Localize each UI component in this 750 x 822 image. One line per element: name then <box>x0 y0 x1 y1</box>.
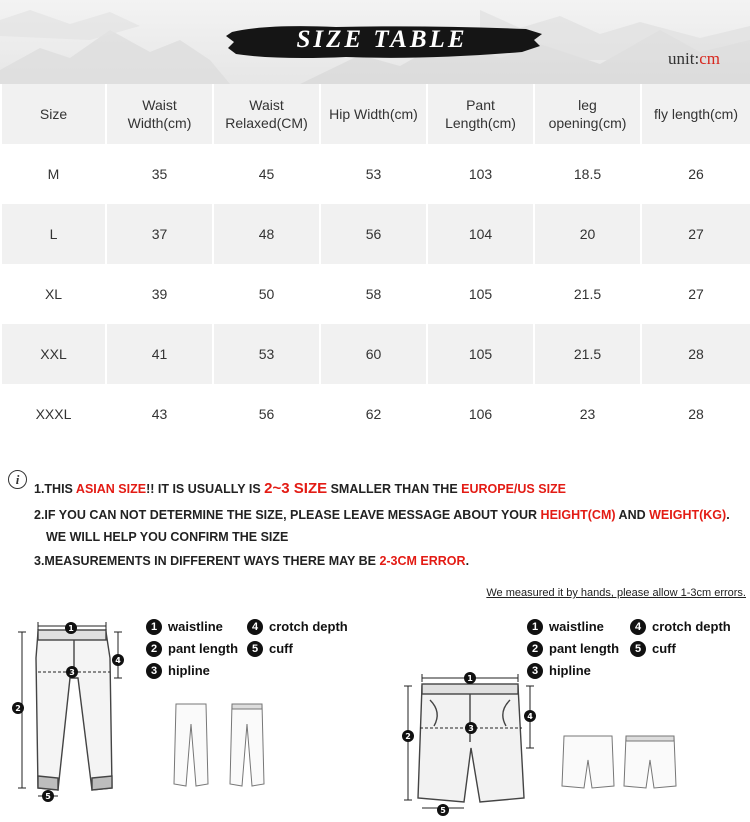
pants-measurement-diagram <box>8 618 138 808</box>
shorts-thumbnails <box>560 730 680 792</box>
cell-leg-opening: 20 <box>535 204 640 264</box>
legend-waistline-shorts: 1 waistline <box>527 618 604 635</box>
svg-text:1: 1 <box>467 674 473 683</box>
cell-hip-width: 53 <box>365 166 382 182</box>
column-header-waist-relaxed: Waist Relaxed(CM) <box>214 84 319 144</box>
cell-size: M <box>47 166 60 182</box>
table-header-row <box>2 84 750 144</box>
cell-leg-opening: 21.5 <box>535 324 640 384</box>
column-header-fly-length: fly length(cm) <box>642 84 750 144</box>
table-row <box>2 384 750 444</box>
cell-waist-relaxed: 45 <box>258 166 275 182</box>
cell-waist-relaxed: 48 <box>214 204 319 264</box>
column-header-size: Size <box>2 84 105 144</box>
svg-text:3: 3 <box>468 724 474 733</box>
svg-text:2: 2 <box>405 732 411 741</box>
size-table <box>0 84 750 444</box>
cell-pant-length: 104 <box>428 204 533 264</box>
cell-waist-relaxed: 53 <box>214 324 319 384</box>
legend-hipline-shorts: 3 hipline <box>527 662 591 679</box>
cell-hip-width: 60 <box>321 324 426 384</box>
note-2-continued: WE WILL HELP YOU CONFIRM THE SIZE <box>46 530 289 544</box>
svg-text:5: 5 <box>45 792 51 801</box>
cell-leg-opening: 18.5 <box>573 166 602 182</box>
svg-text:2: 2 <box>15 704 21 713</box>
shorts-measurement-diagram <box>398 672 548 818</box>
cell-fly-length: 28 <box>688 406 704 422</box>
cell-leg-opening: 23 <box>579 406 596 422</box>
cell-hip-width: 58 <box>365 286 382 302</box>
svg-text:4: 4 <box>527 712 533 721</box>
table-row <box>2 324 750 384</box>
pants-thumbnails <box>170 700 280 790</box>
cell-pant-length: 106 <box>468 406 493 422</box>
info-icon: i <box>8 470 27 489</box>
legend-waistline: 1 waistline <box>146 618 223 635</box>
svg-text:5: 5 <box>440 806 446 815</box>
legend-pant-length-shorts: 2 pant length <box>527 640 619 657</box>
table-row <box>2 264 750 324</box>
cell-waist-relaxed: 56 <box>258 406 275 422</box>
cell-pant-length: 103 <box>468 166 493 182</box>
table-row <box>2 144 750 204</box>
svg-text:4: 4 <box>115 656 121 665</box>
cell-size: XL <box>44 286 63 302</box>
cell-pant-length: 105 <box>428 324 533 384</box>
cell-waist-width: 35 <box>151 166 168 182</box>
note-2: 2.IF YOU CAN NOT DETERMINE THE SIZE, PLEASE LEAVE MESSAGE ABOUT YOUR HEIGHT(CM) AND WEIGHT(KG). <box>34 508 730 522</box>
cell-hip-width: 62 <box>365 406 382 422</box>
legend-hipline: 3 hipline <box>146 662 210 679</box>
cell-waist-relaxed: 50 <box>258 286 275 302</box>
cell-waist-width: 37 <box>107 204 212 264</box>
column-header-waist-width: Waist Width(cm) <box>107 84 212 144</box>
svg-text:1: 1 <box>68 624 74 633</box>
cell-waist-width: 41 <box>107 324 212 384</box>
cell-hip-width: 56 <box>321 204 426 264</box>
cell-leg-opening: 21.5 <box>573 286 602 302</box>
table-row <box>2 204 750 264</box>
cell-size: XXL <box>2 324 105 384</box>
measurement-disclaimer: We measured it by hands, please allow 1-3cm errors. <box>486 587 746 599</box>
column-header-pant-length: Pant Length(cm) <box>428 84 533 144</box>
cell-pant-length: 105 <box>468 286 493 302</box>
page-title: SIZE TABLE <box>296 26 468 53</box>
cell-fly-length: 28 <box>642 324 750 384</box>
cell-fly-length: 27 <box>642 204 750 264</box>
cell-waist-width: 43 <box>151 406 168 422</box>
cell-size: L <box>2 204 105 264</box>
note-3: 3.MEASUREMENTS IN DIFFERENT WAYS THERE MAY BE 2-3CM ERROR. <box>34 554 470 568</box>
header-banner <box>0 0 750 84</box>
cell-fly-length: 27 <box>688 286 704 302</box>
legend-cuff: 5 cuff <box>247 640 293 657</box>
legend-crotch-depth-shorts: 4 crotch depth <box>630 618 731 635</box>
legend-crotch-depth: 4 crotch depth <box>247 618 348 635</box>
cell-size: XXXL <box>35 406 72 422</box>
cell-waist-width: 39 <box>151 286 168 302</box>
cell-fly-length: 26 <box>688 166 704 182</box>
legend-cuff-shorts: 5 cuff <box>630 640 676 657</box>
svg-text:3: 3 <box>69 668 75 677</box>
column-header-leg-opening: leg opening(cm) <box>535 84 640 144</box>
legend-pant-length: 2 pant length <box>146 640 238 657</box>
unit-label: unit:cm <box>668 49 720 68</box>
note-1: 1.THIS ASIAN SIZE!! IT IS USUALLY IS 2~3 SIZE SMALLER THAN THE EUROPE/US SIZE <box>34 480 567 497</box>
column-header-hip-width: Hip Width(cm) <box>321 84 426 144</box>
